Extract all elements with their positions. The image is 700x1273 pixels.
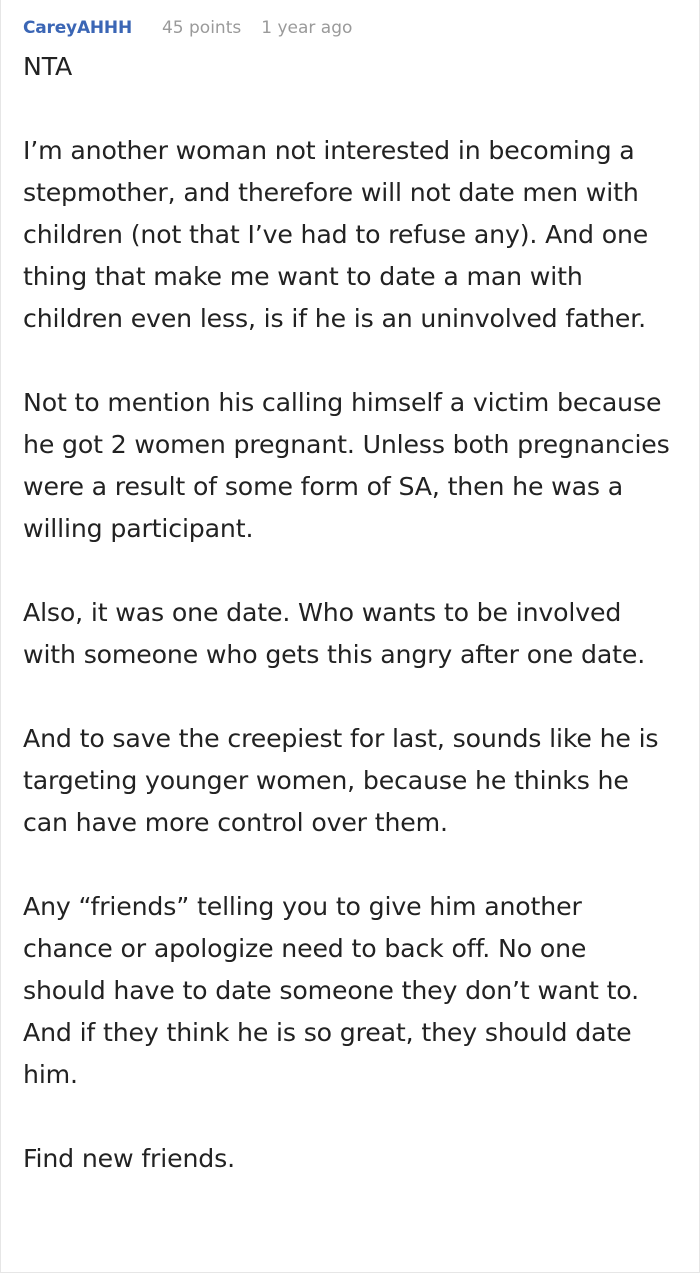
comment-paragraph: Not to mention his calling himself a victim because he got 2 women pregnant. Unless both pregnancies were a result of some form of SA, then he was a willing participant. <box>23 388 670 543</box>
comment-paragraph: And to save the creepiest for last, sounds like he is targeting younger women, because he thinks he can have more control over them. <box>23 724 659 837</box>
points-count: 45 points <box>161 18 242 38</box>
timestamp: 1 year ago <box>261 18 353 38</box>
comment-paragraph: I’m another woman not interested in becoming a stepmother, and therefore will not date men with children (not that I’ve had to refuse any). And one thing that make me want to date a man with children even less, is if he is an uninvolved father. <box>23 136 649 333</box>
comment <box>1 0 699 1180</box>
comment-paragraph: Also, it was one date. Who wants to be involved with someone who gets this angry after one date. <box>23 598 646 669</box>
comment-body <box>23 46 677 1180</box>
comment-meta <box>23 18 677 42</box>
comment-paragraph: Find new friends. <box>23 1144 235 1173</box>
author-link[interactable]: CareyAHHH <box>23 18 132 38</box>
comment-paragraph: Any “friends” telling you to give him another chance or apologize need to back off. No one should have to date someone they don’t want to. And if they think he is so great, they should date him. <box>23 892 639 1089</box>
comment-paragraph: NTA <box>23 52 73 81</box>
